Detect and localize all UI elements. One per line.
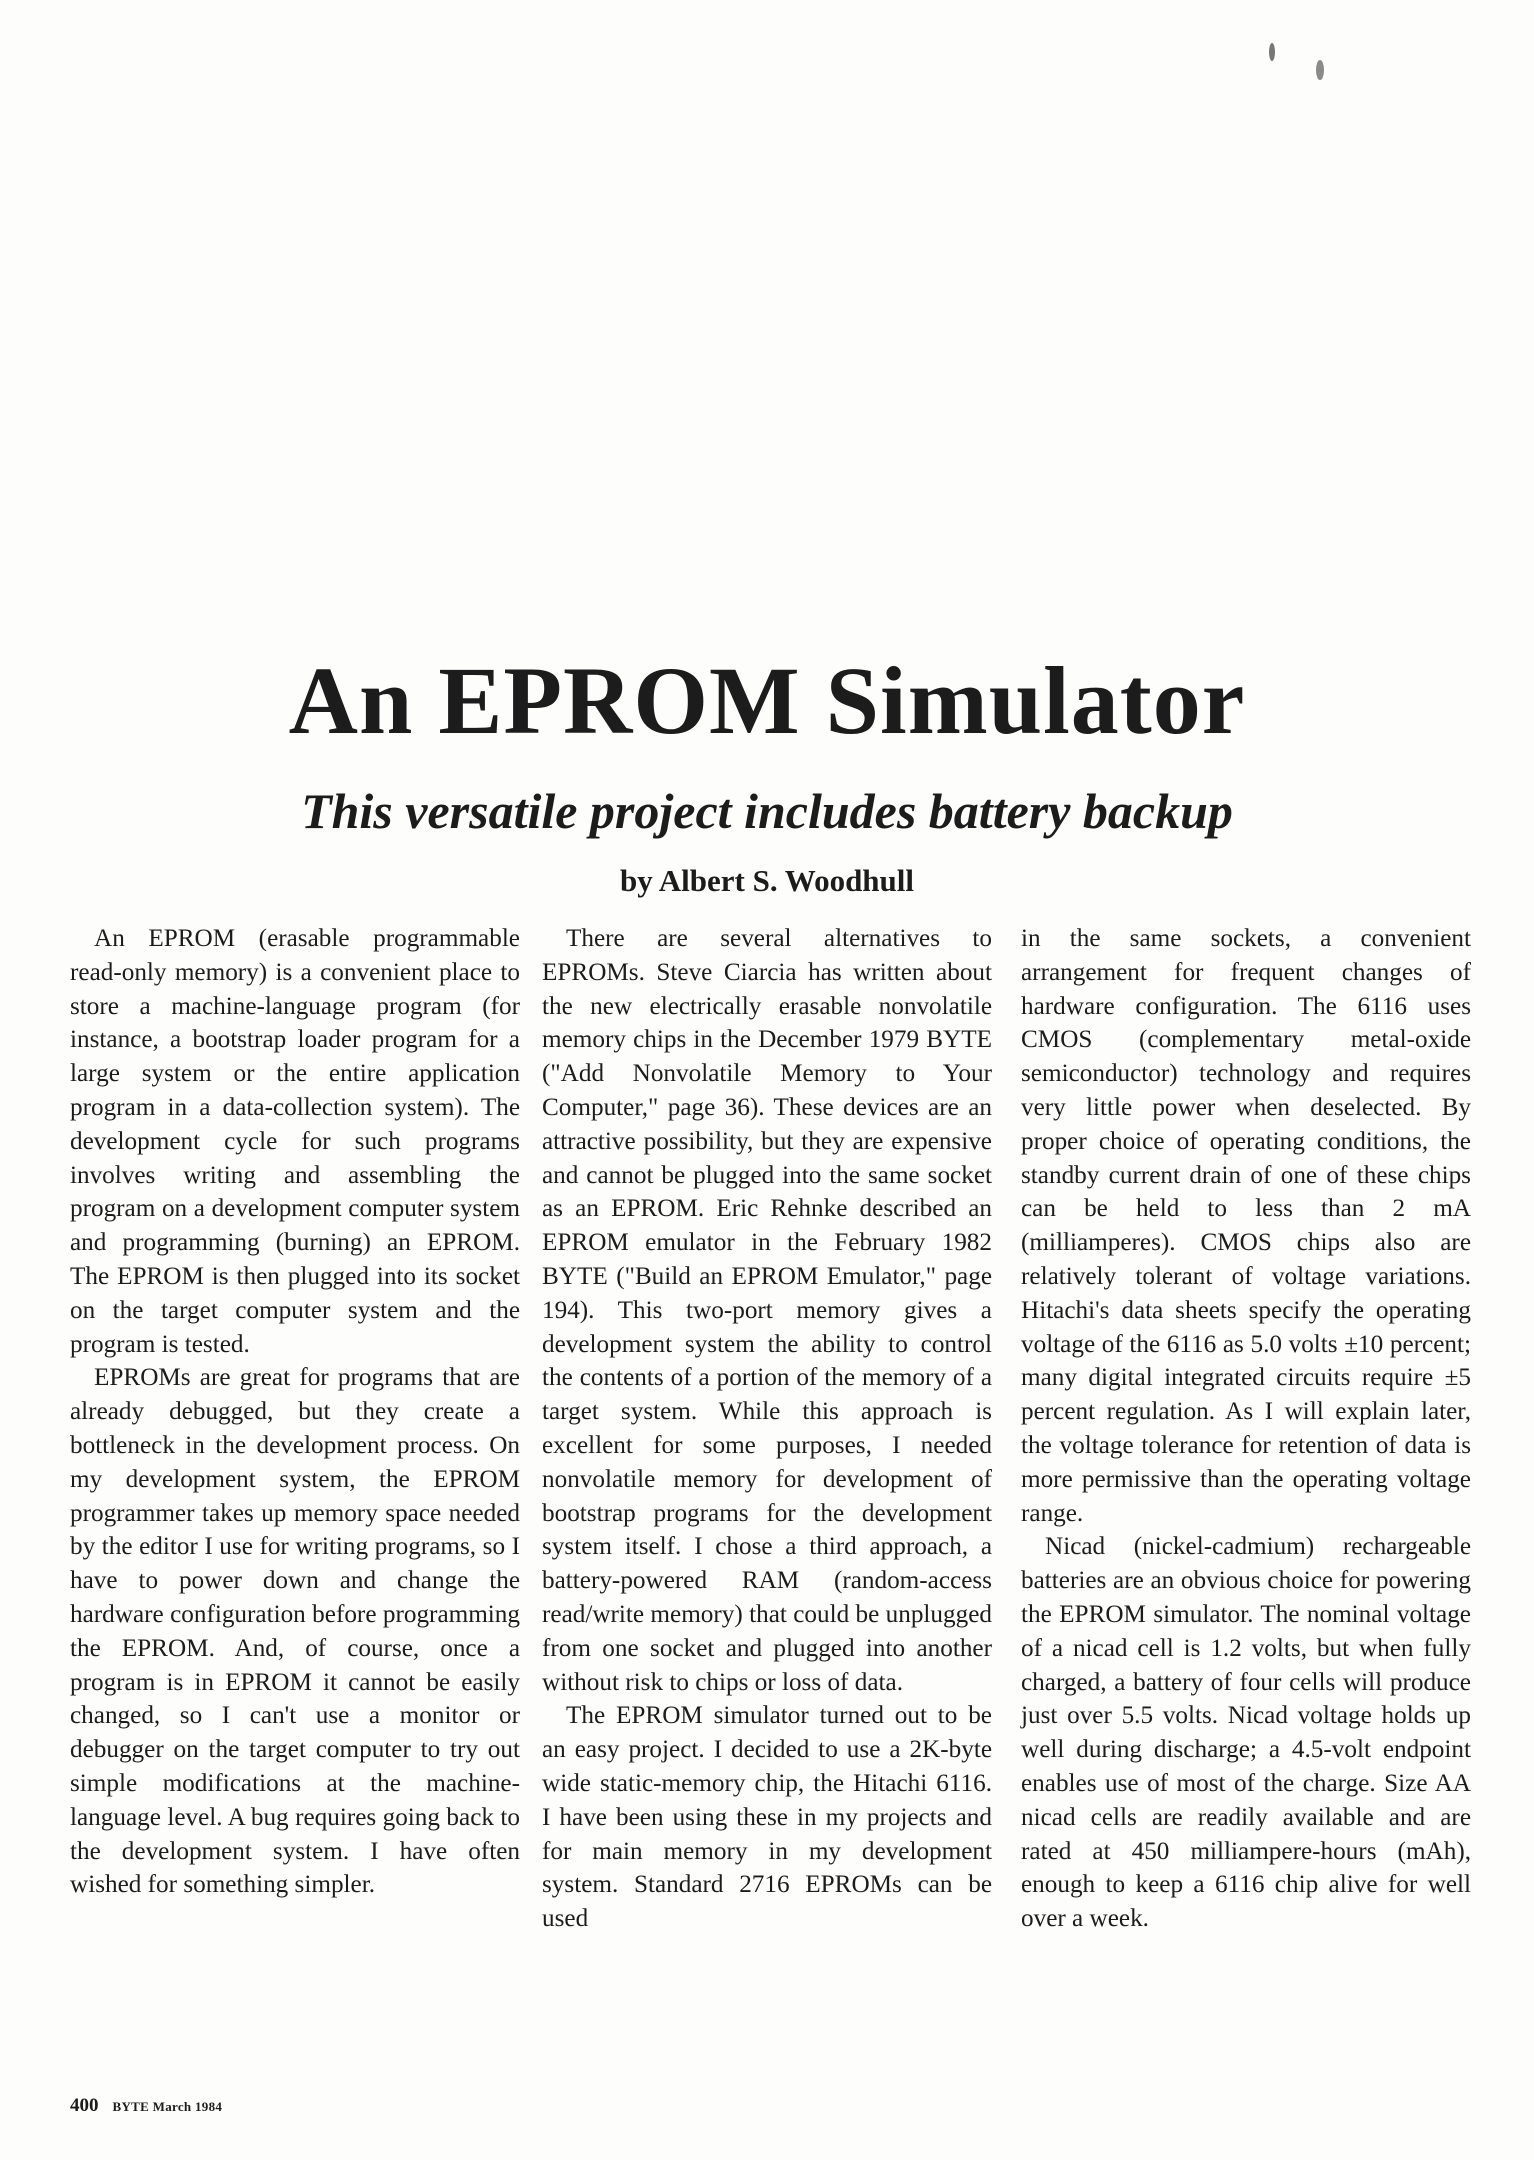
paragraph: An EPROM (erasable programmable read-only memory) is a convenient place to store a machine-language program (for instance, a bootstrap loader program for a large system or the entire application program in a data-collection system). The development cycle for such programs involves writing and assembling the program on a development computer system and programming (burning) an EPROM. The EPROM is then plugged into its socket on the target computer system and the program is tested.: [70, 925, 520, 1358]
paragraph: in the same sockets, a convenient arrangement for frequent changes of hardware configuration. The 6116 uses CMOS (complementary metal-oxide semiconductor) technology and requires very little power when deselected. By proper choice of operating conditions, the standby current drain of one of these chips can be held to less than 2 mA (milliamperes). CMOS chips also are relatively tolerant of voltage variations. Hitachi's data sheets specify the operating voltage of the 6116 as 5.0 volts ±10 percent; many digital integrated circuits require ±5 percent regulation. As I will explain later, the voltage tolerance for retention of data is more permissive than the operating voltage range.: [1021, 925, 1471, 1527]
paragraph: There are several alternatives to EPROMs. Steve Ciarcia has written about the new electrically erasable nonvolatile memory chips in the December 1979 BYTE ("Add Nonvolatile Memory to Your Computer," page 36). These devices are an attractive possibility, but they are expensive and cannot be plugged into the same socket as an EPROM. Eric Rehnke described an EPROM emulator in the February 1982 BYTE ("Build an EPROM Emulator," page 194). This two-port memory gives a development system the ability to control the contents of a portion of the memory of a target system. While this approach is excellent for some purposes, I needed nonvolatile memory for development of bootstrap programs for the development system itself. I chose a third approach, a battery-powered RAM (random-access read/write memory) that could be unplugged from one socket and plugged into another without risk to chips or loss of data.: [542, 925, 992, 1696]
article-title: An EPROM Simulator: [288, 647, 1246, 754]
paragraph: EPROMs are great for programs that are already debugged, but they create a bottleneck in the development process. On my development system, the EPROM programmer takes up memory space needed by the editor I use for writing programs, so I have to power down and change the hardware configuration before programming the EPROM. And, of course, once a program is in EPROM it cannot be easily changed, so I can't use a monitor or debugger on the target computer to try out simple modifications at the machine-language level. A bug requires going back to the development system. I have often wished for something simpler.: [70, 1364, 520, 1899]
paragraph: The EPROM simulator turned out to be an easy project. I decided to use a 2K-byte wide static-memory chip, the Hitachi 6116. I have been using these in my projects and for main memory in my development system. Standard 2716 EPROMs can be used: [542, 1702, 992, 1933]
page-number: 400: [70, 2095, 99, 2116]
paragraph: Nicad (nickel-cadmium) rechargeable batteries are an obvious choice for powering the EPROM simulator. The nominal voltage of a nicad cell is 1.2 volts, but when fully charged, a battery of four cells will produce just over 5.5 volts. Nicad voltage holds up well during discharge; a 4.5-volt endpoint enables use of most of the charge. Size AA nicad cells are readily available and are rated at 450 milliampere-hours (mAh), enough to keep a 6116 chip alive for well over a week.: [1021, 1533, 1471, 1933]
paper-specks: [1258, 30, 1348, 100]
column-3: [1021, 922, 1471, 1936]
page-footer: [70, 2095, 222, 2117]
magazine-issue: BYTE March 1984: [112, 2099, 223, 2114]
column-1: [70, 922, 520, 1902]
column-2: [542, 922, 992, 1936]
article-subtitle: This versatile project includes battery backup: [301, 783, 1233, 839]
article-byline: by Albert S. Woodhull: [619, 863, 915, 898]
